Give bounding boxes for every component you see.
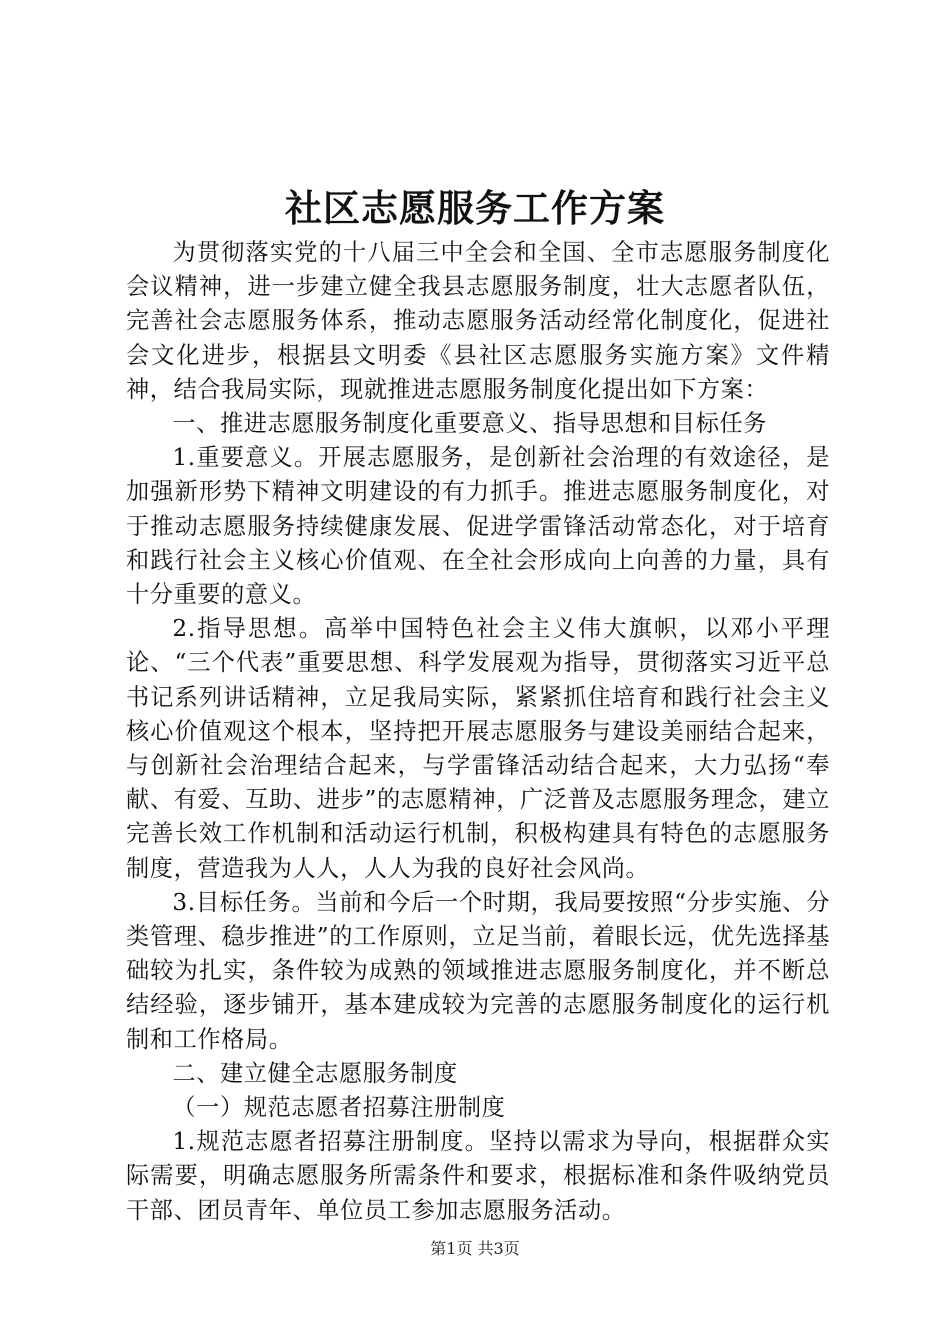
paragraph-recruitment: 1.规范志愿者招募注册制度。坚持以需求为导向，根据群众实际需要，明确志愿服务所需条件和要求，根据标准和条件吸纳党员干部、团员青年、单位员工参加志愿服务活动。 xyxy=(126,1128,830,1224)
paragraph-guiding-ideology: 2.指导思想。高举中国特色社会主义伟大旗帜，以邓小平理论、“三个代表”重要思想、科学发展观为指导，贯彻落实习近平总书记系列讲话精神，立足我局实际，紧紧抓住培育和践行社会主义核心价值观这个根本，坚持把开展志愿服务与建设美丽结合起来，与创新社会治理结合起来，与学雷锋活动结合起来，大力弘扬“奉献、有爱、互助、进步”的志愿精神，广泛普及志愿服务理念，建立完善长效工作机制和活动运行机制，积极构建具有特色的志愿服务制度，营造我为人人，人人为我的良好社会风尚。 xyxy=(126,615,830,882)
paragraph-goals: 3.目标任务。当前和今后一个时期，我局要按照“分步实施、分类管理、稳步推进”的工作原则，立足当前，着眼长远，优先选择基础较为扎实，条件较为成熟的领域推进志愿服务制度化，并不断总结经验，逐步铺开，基本建成较为完善的志愿服务制度化的运行机制和工作格局。 xyxy=(126,888,830,1053)
document-title: 社区志愿服务工作方案 xyxy=(285,186,665,230)
section-heading-2: 二、建立健全志愿服务制度 xyxy=(172,1059,458,1087)
page-number-footer: 第1页 共3页 xyxy=(430,1239,520,1258)
document-body xyxy=(126,236,830,1228)
paragraph-importance: 1.重要意义。开展志愿服务，是创新社会治理的有效途径，是加强新形势下精神文明建设的有力抓手。推进志愿服务制度化，对于推动志愿服务持续健康发展、促进学雷锋活动常态化，对于培育和践行社会主义核心价值观、在全社会形成向上向善的力量，具有十分重要的意义。 xyxy=(126,444,830,609)
intro-paragraph: 为贯彻落实党的十八届三中全会和全国、全市志愿服务制度化会议精神，进一步建立健全我县志愿服务制度，壮大志愿者队伍，完善社会志愿服务体系，推动志愿服务活动经常化制度化，促进社会文化进步，根据县文明委《县社区志愿服务实施方案》文件精神，结合我局实际，现就推进志愿服务制度化提出如下方案： xyxy=(126,239,830,403)
subsection-heading-1: （一）规范志愿者招募注册制度 xyxy=(172,1094,506,1122)
section-heading-1: 一、推进志愿服务制度化重要意义、指导思想和目标任务 xyxy=(172,410,768,438)
